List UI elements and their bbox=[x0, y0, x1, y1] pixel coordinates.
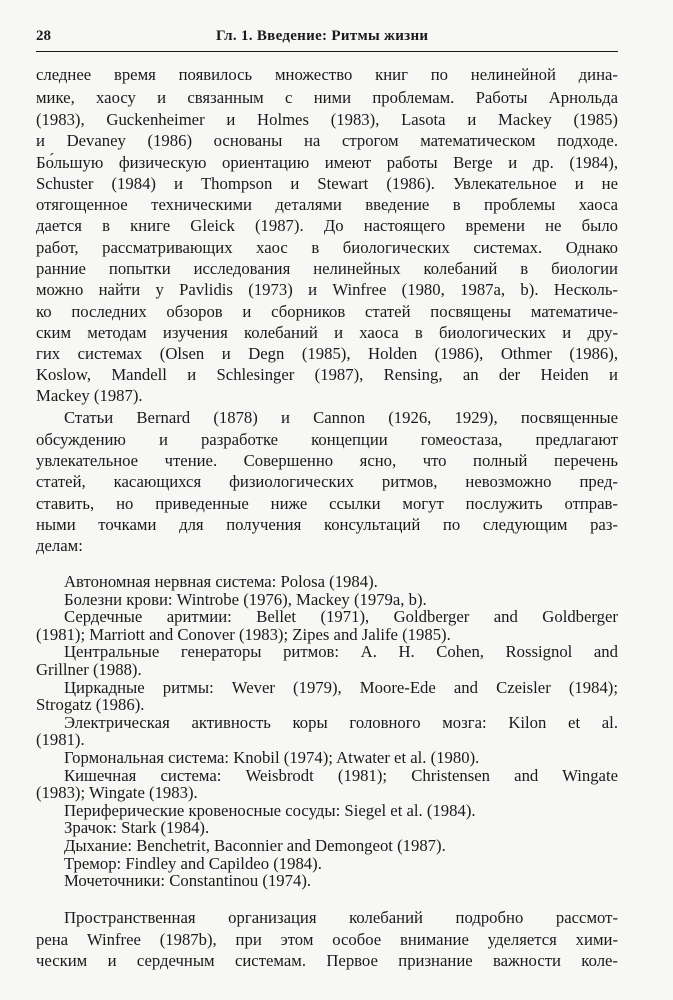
text-line: Бо́льшую физическую ориентацию имеют работы Berge и др. (1984), bbox=[36, 153, 618, 172]
topic-entry: Тремор: Findley and Capildeo (1984). bbox=[64, 853, 322, 873]
topic-entry-cont: Grillner (1988). bbox=[36, 660, 142, 679]
text-line: рена Winfree (1987b), при этом особое внимание уделяется хими- bbox=[36, 930, 618, 949]
topic-entry: Сердечные аритмии: Bellet (1971), Goldberger and Goldberger bbox=[64, 607, 618, 627]
text-line: гих системах (Olsen и Degn (1985), Holden (1986), Othmer (1986), bbox=[36, 344, 618, 363]
topic-entry: Автономная нервная система: Polosa (1984). bbox=[64, 572, 378, 591]
topic-entry: Зрачок: Stark (1984). bbox=[64, 818, 210, 838]
text-line: отягощенное техническими деталями введение в проблемы хаоса bbox=[36, 195, 618, 214]
topic-entry-cont: Strogatz (1986). bbox=[36, 695, 145, 715]
text-line: Mackey (1987). bbox=[36, 386, 143, 405]
topic-entry: Периферические кровеносные сосуды: Siegel et al. (1984). bbox=[64, 800, 476, 820]
topic-entry: Электрическая активность коры головного мозга: Kilon et al. bbox=[64, 712, 618, 732]
text-line: Статьи Bernard (1878) и Cannon (1926, 1929), посвященные bbox=[64, 408, 618, 427]
text-line: Schuster (1984) и Thompson и Stewart (1986). Увлекательное и не bbox=[36, 174, 618, 193]
text-line: ставить, но приведенные ниже ссылки могут послужить отправ- bbox=[36, 494, 618, 513]
text-line: статей, касающихся физиологических ритмов, невозможно пред- bbox=[36, 472, 618, 491]
text-line: дается в книге Gleick (1987). До настоящего времени не было bbox=[36, 216, 618, 235]
running-title: Гл. 1. Введение: Ритмы жизни bbox=[216, 28, 429, 44]
topic-entry: Болезни крови: Wintrobe (1976), Mackey (1979a, b). bbox=[64, 589, 427, 609]
text-line: ко последних обзоров и сборников статей посвящены математиче- bbox=[36, 302, 618, 321]
text-line: Koslow, Mandell и Schlesinger (1987), Rensing, an der Heiden и bbox=[36, 365, 618, 384]
text-line: следнее время появилось множество книг по нелинейной дина- bbox=[36, 65, 618, 84]
text-line: Пространственная организация колебаний подробно рассмот- bbox=[64, 908, 618, 927]
text-line: и Devaney (1986) основаны на строгом математическом подходе. bbox=[36, 131, 618, 150]
text-line: ранние попытки исследования нелинейных колебаний в биологии bbox=[36, 259, 618, 278]
text-line: делам: bbox=[36, 536, 83, 555]
text-line: ными точками для получения консультаций по следующим раз- bbox=[36, 515, 618, 534]
text-line: увлекательное чтение. Совершенно ясно, что полный перечень bbox=[36, 451, 618, 470]
text-line: (1983), Guckenheimer и Holmes (1983), Lasota и Mackey (1985) bbox=[36, 110, 618, 129]
text-line: ским методам изучения колебаний и хаоса в биологических и дру- bbox=[36, 323, 618, 342]
text-line: работ, рассматривающих хаос в биологических системах. Однако bbox=[36, 238, 618, 257]
text-line: ческим и сердечным системам. Первое признание важности коле- bbox=[36, 951, 618, 970]
header-rule bbox=[36, 51, 618, 52]
topic-entry: Дыхание: Benchetrit, Baconnier and Demongeot (1987). bbox=[64, 836, 446, 855]
topic-entry: Циркадные ритмы: Wever (1979), Moore-Ede and Czeisler (1984); bbox=[64, 677, 618, 697]
topic-entry: Гормональная система: Knobil (1974); Atwater et al. (1980). bbox=[64, 748, 480, 767]
topic-entry: Мочеточники: Constantinou (1974). bbox=[64, 871, 312, 891]
topic-entry-cont: (1981); Marriott and Conover (1983); Zipes and Jalife (1985). bbox=[36, 624, 451, 644]
topic-entry: Кишечная система: Weisbrodt (1981); Christensen and Wingate bbox=[64, 765, 618, 785]
page-number: 28 bbox=[36, 28, 51, 44]
topic-entry-cont: (1983); Wingate (1983). bbox=[36, 783, 198, 803]
topic-entry: Центральные генераторы ритмов: A. H. Cohen, Rossignol and bbox=[64, 642, 618, 662]
topic-entry-cont: (1981). bbox=[36, 730, 85, 750]
text-line: обсуждению и разработке концепции гомеостаза, предлагают bbox=[36, 430, 618, 449]
text-line: мике, хаосу и связанным с ними проблемам. Работы Арнольда bbox=[36, 88, 618, 107]
text-line: можно найти у Pavlidis (1973) и Winfree (1980, 1987a, b). Несколь- bbox=[36, 280, 618, 299]
